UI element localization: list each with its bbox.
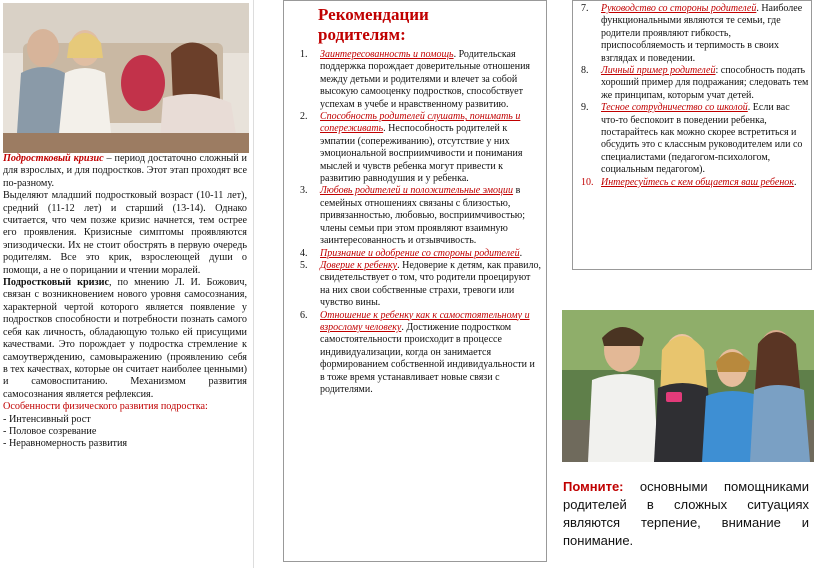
list-item: 8. Личный пример родителей: способность подать хороший пример для подражания; следовать тем же принципам, которым учат детей. xyxy=(581,65,809,101)
recommendations-title: Рекомендации родителям: xyxy=(318,5,429,44)
remember-text: основными помощниками родителей в сложных ситуациях являются терпение, внимание и понимание. xyxy=(563,479,809,548)
list-item: - Интенсивный рост xyxy=(3,413,91,425)
features-list xyxy=(3,414,247,451)
list-item: 9. Тесное сотрудничество со школой. Если вас что-то беспокоит в поведении ребенка, постарайтесь как можно скорее встретиться и обсудить это с классным руководителем или со специалистами (педагогом-психологом, социальным педагогом). xyxy=(581,102,803,176)
list-item: - Неравномерность развития xyxy=(3,438,128,450)
list-item: 5. Доверие к ребенку. Недоверие к детям, как правило, свидетельствует о том, что родители проецируют на них свои собственные страхи, тревоги или чувство вины. xyxy=(300,259,542,309)
bozhovich-paragraph: Подростковый кризис, по мнению Л. И. Божович, связан с возникновением нового уровня самосознания, характерной чертой которого является появление у подростков способности и потребности познать самого себя как личность, обладающую только ей присущими качествами. Это порождает у подростка стремление к самоутверждению, самовыражению (проявлению себя в тех качествах, которые он считает наиболее ценными) и самовоспитанию. Механизмом развития самосознания является рефлексия. xyxy=(3,277,247,400)
list-item: - Половое созревание xyxy=(3,425,97,437)
remember-label: Помните: xyxy=(563,479,624,494)
recommendations-list xyxy=(294,49,542,396)
list-item: 6. Отношение к ребенку как к самостоятельному и взрослому человеку. Достижение подростком самостоятельности происходит в процессе индивидуализации, когда он занимается формированием собственной индивидуальности и в тоже время устанавливает новые связи с родителями. xyxy=(300,309,535,395)
age-paragraph: Выделяют младший подростковый возраст (10-11 лет), средний (11-12 лет) и старший (13-14). Однако считается, что чем позже кризис начнется, тем острее его проявления. Кризисные симптомы проявляются эпизодически. Их не стоит обострять в первую очередь родителям. Все это крик, взрослеющей души о помощи, а не о порицании и чтении моралей. xyxy=(3,190,247,276)
list-item: 10. Интересуйтесь с кем общается ваш ребенок. xyxy=(581,176,797,188)
list-item: 3. Любовь родителей и положительные эмоции в семейных отношениях связаны с близостью, привязанностью, любовью, восприимчивостью; члены семьи при этом проявляют взаимную заинтересованность и отзывчивость. xyxy=(300,185,525,247)
teenagers-photo xyxy=(562,310,814,462)
intro-text xyxy=(3,153,247,451)
term-crisis-2: Подростковый кризис xyxy=(3,277,109,289)
term-crisis: Подростковый кризис xyxy=(3,153,104,164)
recommendations-continued-panel xyxy=(572,0,812,270)
recommendations-list-2 xyxy=(579,3,809,189)
list-item: 4. Признание и одобрение со стороны родителей. xyxy=(300,247,523,259)
recommendations-panel xyxy=(283,0,547,562)
column-left xyxy=(0,0,254,568)
family-photo xyxy=(3,3,249,153)
list-item: 1. Заинтересованность и помощь. Родительская поддержка порождает доверительные отношения между детьми и родителями и влечет за собой высокую самооценку подростков, способствует успехам в учебе и нравственному развитию. xyxy=(300,49,531,110)
list-item: 2. Способность родителей слушать, понимать и сопереживать. Неспособность родителей к эмпатии (сопереживанию), отсутствие у них эмоциональной восприимчивости и понимания мыслей и чувств ребенка могут привести к развитию равнодушия и у ребенка. xyxy=(300,111,523,185)
features-title: Особенности физического развития подростка: xyxy=(3,401,208,413)
list-item: 7. Руководство со стороны родителей. Наиболее функциональными являются те семьи, где родители проявляют гибкость, приспособляемость и терпимость в своих взглядах и поведении. xyxy=(581,3,803,64)
remember-note xyxy=(563,478,809,550)
intro-paragraph: Подростковый кризис – период достаточно сложный и для взрослых, и для подростков. Этот этап проходят все по-разному. xyxy=(3,153,248,189)
